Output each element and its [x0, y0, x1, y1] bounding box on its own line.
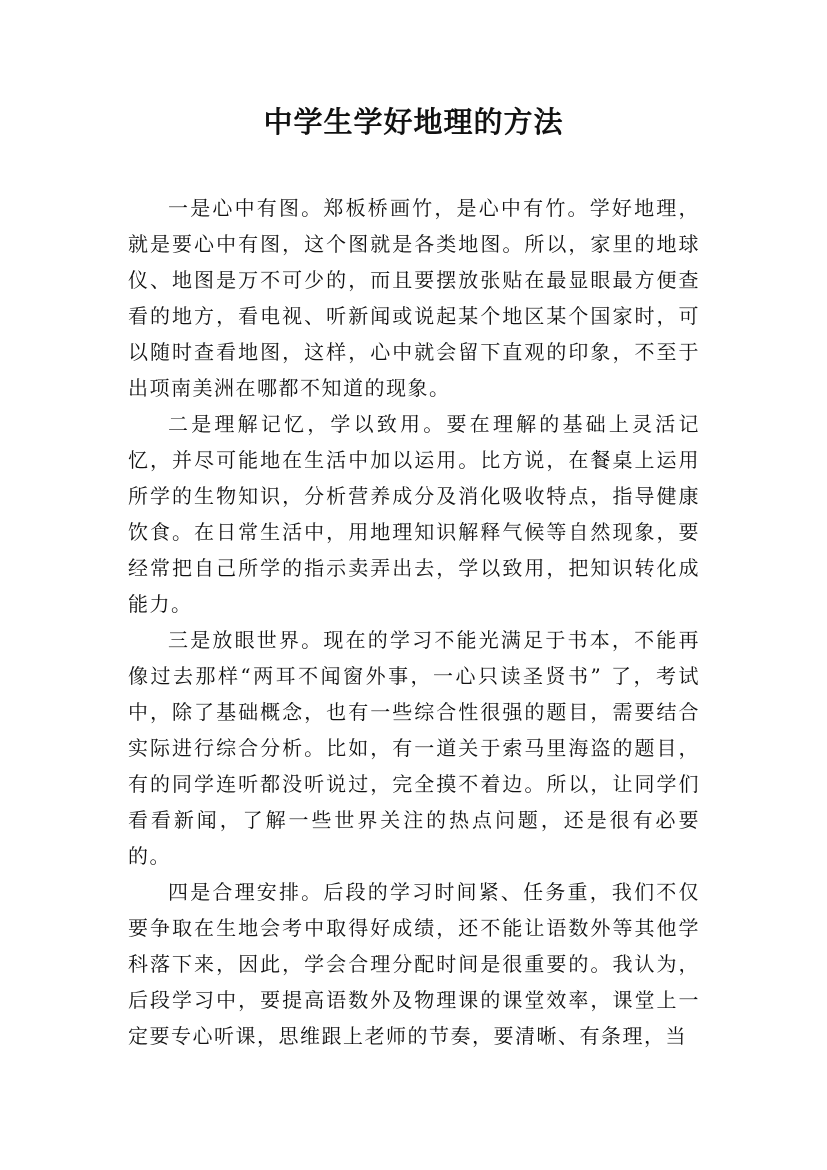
document-title: 中学生学好地理的方法 [263, 105, 564, 139]
paragraph-3: 三是放眼世界。现在的学习不能光满足于书本，不能再像过去那样“两耳不闻窗外事，一心只读圣贤书” 了，考试中，除了基础概念，也有一些综合性很强的题目，需要结合实际进行综合分析。比如，有一道关于索马里海盗的题目，有的同学连听都没听说过，完全摸不着边。所以，让同学们看看新闻，了解一些世界关注的热点问题，还是很有必要的。 [128, 628, 700, 868]
paragraph-2: 二是理解记忆，学以致用。要在理解的基础上灵活记忆，并尽可能地在生活中加以运用。比方说，在餐桌上运用所学的生物知识，分析营养成分及消化吸收特点，指导健康饮食。在日常生活中，用地理知识解释气候等自然现象，要经常把自己所学的指示卖弄出去，学以致用，把知识转化成能力。 [128, 412, 700, 616]
paragraph-4: 四是合理安排。后段的学习时间紧、任务重，我们不仅要争取在生地会考中取得好成绩，还不能让语数外等其他学科落下来，因此，学会合理分配时间是很重要的。我认为，后段学习中，要提高语数外及物理课的课堂效率，课堂上一定要专心听课，思维跟上老师的节奏，要清晰、有条理，当 [128, 880, 700, 1048]
document-body [128, 190, 700, 1054]
paragraph-1: 一是心中有图。郑板桥画竹，是心中有竹。学好地理，就是要心中有图，这个图就是各类地图。所以，家里的地球仪、地图是万不可少的，而且要摆放张贴在最显眼最方便查看的地方，看电视、听新闻或说起某个地区某个国家时，可以随时查看地图，这样，心中就会留下直观的印象，不至于出项南美洲在哪都不知道的现象。 [128, 196, 700, 400]
